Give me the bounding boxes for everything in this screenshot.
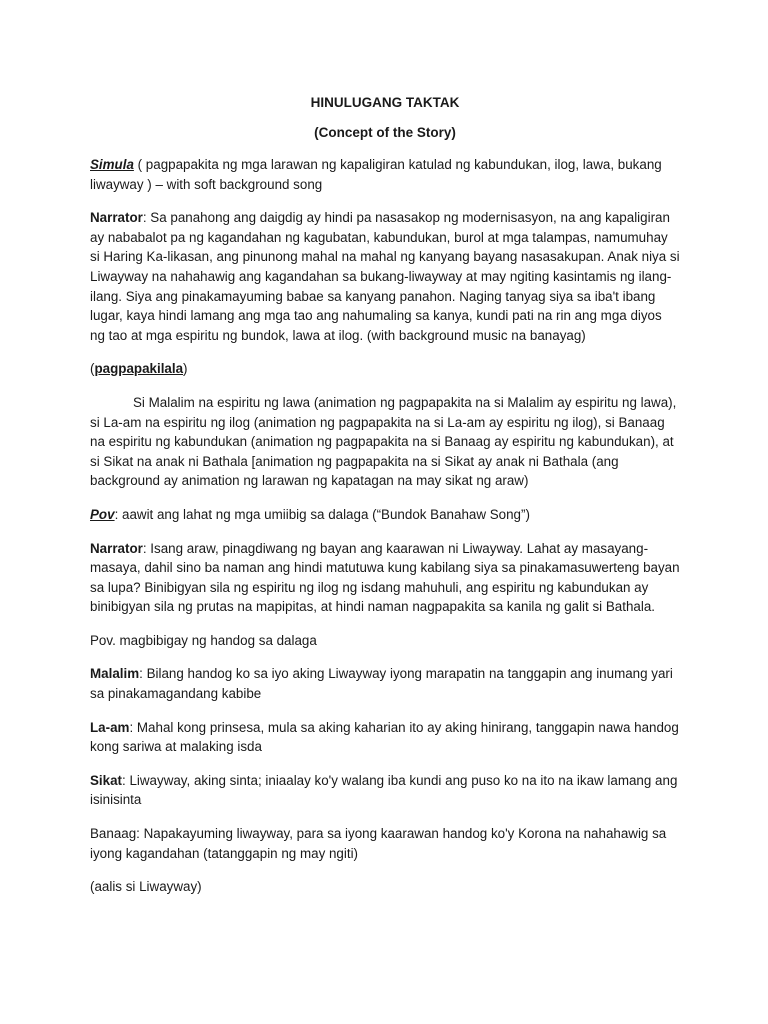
paragraph-text: : Liwayway, aking sinta; iniaalay ko'y walang iba kundi ang puso ko na ito na ikaw lamang ang isinisinta: [90, 772, 678, 808]
paragraph-pagpapakilala: [90, 359, 680, 379]
paragraph-pov-1: [90, 505, 680, 525]
paragraph-text: : Bilang handog ko sa iyo aking Liwayway iyong marapatin na tanggapin ang inumang yari sa pinakamagandang kabibe: [90, 666, 673, 702]
paragraph-banaag: [90, 824, 680, 863]
paragraph-text: ( pagpapakita ng mga larawan ng kapaligiran katulad ng kabundukan, ilog, lawa, bukang liwayway ) – with soft background song: [90, 157, 662, 192]
speaker-label: Narrator: [90, 210, 143, 226]
speaker-label: Narrator: [90, 540, 143, 556]
speaker-label: Pov: [90, 506, 115, 522]
paragraph-aalis: [90, 877, 680, 897]
paragraph-narrator-2: [90, 539, 680, 617]
document-title: HINULUGANG TAKTAK: [310, 95, 460, 110]
paragraph-text: : aawit ang lahat ng mga umiibig sa dalaga (“Bundok Banahaw Song”): [114, 506, 530, 522]
speaker-label: La-am: [90, 719, 130, 735]
paragraph-pov-2: [90, 631, 680, 651]
paragraph-simula: [90, 155, 680, 194]
paragraph-narrator-1: [90, 208, 680, 345]
paragraph-text: (aalis si Liwayway): [90, 879, 202, 895]
speaker-label: Simula: [90, 157, 134, 172]
paragraph-text: Banaag: Napakayuming liwayway, para sa iyong kaarawan handog ko'y Korona na nahahawig sa iyong kagandahan (tatanggapin ng may ngiti): [90, 826, 667, 861]
paragraph-text: : Sa panahong ang daigdig ay hindi pa nasasakop ng modernisasyon, na ang kapaligiran ay nababalot pa ng kagandahan ng kagubatan, kabundukan, burol at mga talampas, namumuhay si Haring Ka-likasan, ang pinunong mahal na mahal ng kanyang bayang nasasakupan. Anak niya si Liwayway na nahahawig ang kagandahan sa bukang-liwayway at may ngiting kasintamis ng ilang-ilang. Siya ang pinakamayuming babae sa kanyang panahon. Naging tanyag siya sa iba't ibang lugar, kaya hindi lamang ang mga tao ang nahumaling sa kanya, kundi pati na rin ang mga diyos ng tao at mga espiritu ng bundok, lawa at ilog. (with background music na banayag): [90, 210, 680, 343]
document-subtitle: (Concept of the Story): [314, 125, 456, 140]
speaker-label: Malalim: [90, 666, 140, 682]
paragraph-text: Pov. magbibigay ng handog sa dalaga: [90, 632, 317, 648]
paragraph-characters: [90, 393, 680, 491]
paren-close: ): [183, 361, 188, 377]
paragraph-text: : Mahal kong prinsesa, mula sa aking kaharian ito ay aking hinirang, tanggapin nawa handog kong sariwa at malaking isda: [90, 719, 679, 755]
paragraph-malalim: [90, 664, 680, 703]
paragraph-la-am: [90, 718, 680, 757]
section-label: pagpapakilala: [94, 361, 184, 377]
paragraph-sikat: [90, 771, 680, 810]
speaker-label: Sikat: [90, 772, 123, 788]
paragraph-text: : Isang araw, pinagdiwang ng bayan ang kaarawan ni Liwayway. Lahat ay masayang-masaya, dahil sino ba naman ang hindi matutuwa kung kabilang siya sa pinakamasuwerteng bayan sa lupa? Binibigyan sila ng espiritu ng ilog ng isdang mahuhuli, ang espiritu ng kabundukan ay binibigyan sila ng prutas na mapipitas, at hindi naman nagpapakita sa kanila ng galit si Bathala.: [90, 540, 680, 615]
paren-open: (: [90, 361, 95, 377]
paragraph-text: Si Malalim na espiritu ng lawa (animation ng pagpapakita na si Malalim ay espiritu ng lawa), si La-am na espiritu ng ilog (animation ng pagpapakita na si La-am ay espiritu ng ilog), si Banaag na espiritu ng kabundukan (animation ng pagpapakita na si Banaag ay espiritu ng kabundukan), at si Sikat na anak ni Bathala [animation ng pagpapakita na si Sikat ay anak ni Bathala (ang background ay animation ng larawan ng kapatagan na may sikat ng araw): [90, 394, 677, 489]
